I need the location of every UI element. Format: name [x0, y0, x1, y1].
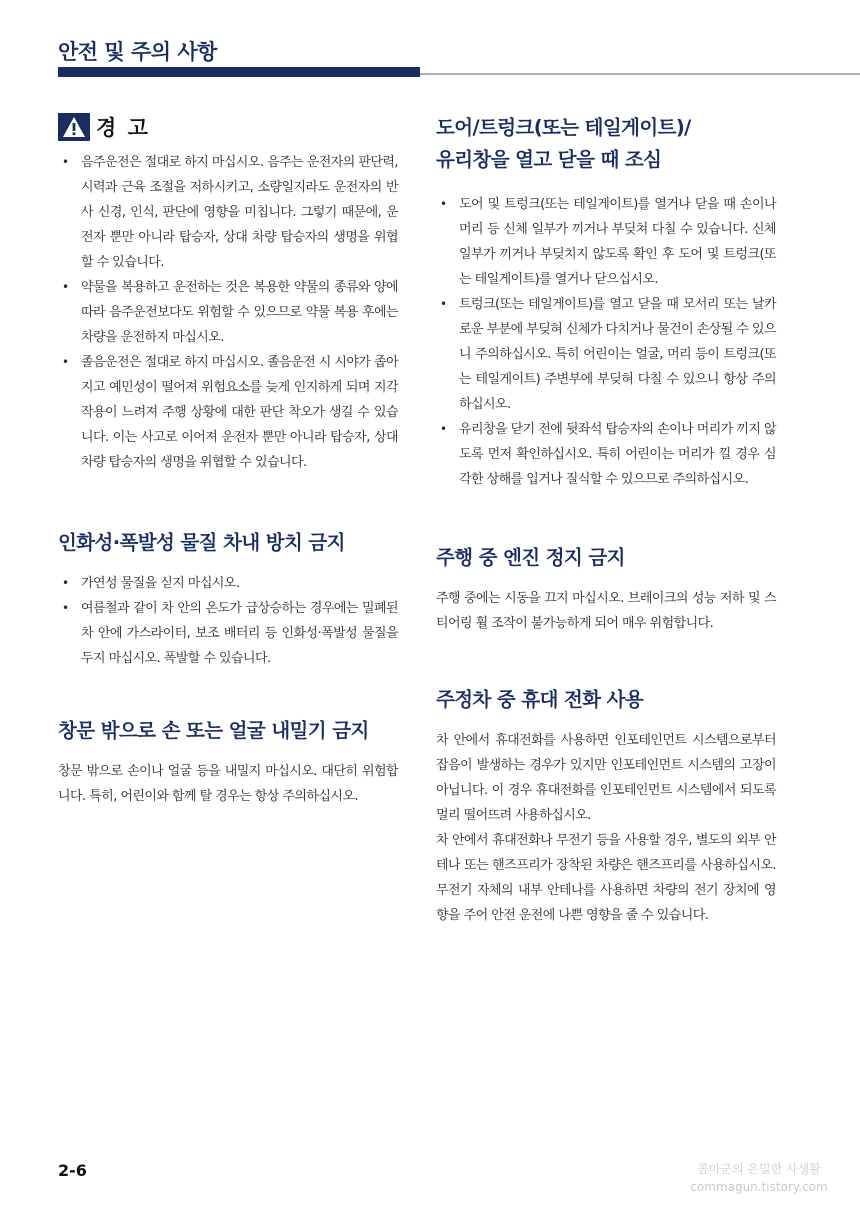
watermark [664, 1160, 854, 1196]
section-title-door [436, 112, 776, 176]
list-item: • 졸음운전은 절대로 하지 마십시오. 졸음운전 시 시야가 좁아지고 예민성이 떨어져 위험요소를 늦게 인지하게 되며 지각 작용이 느려져 주행 상황에 대한 판단 착오가 생길 수 있습니다. 이는 사고로 이어져 운전자 뿐만 아니라 탑승자, 상대 차량 탑승자의 생명을 위협할 수 있습니다. [58, 350, 398, 475]
watermark-line2: commagun.tistory.com [690, 1180, 828, 1194]
header-rule-thick [58, 67, 420, 77]
flammable-list [58, 571, 398, 671]
section-title-flammable: 인화성·폭발성 물질 차내 방치 금지 [58, 531, 345, 554]
list-item: • 음주운전은 절대로 하지 마십시오. 음주는 운전자의 판단력, 시력과 근육 조절을 저하시키고, 소량일지라도 운전자의 반사 신경, 인식, 판단에 영향을 미칩니다. 그렇기 때문에, 운전자 뿐만 아니라 탑승자, 상대 차량 탑승자의 생명을 위협할 수 있습니다. [58, 150, 398, 275]
page-number: 2-6 [58, 1161, 87, 1180]
phone-paragraph-2: 차 안에서 휴대전화나 무전기 등을 사용할 경우, 별도의 외부 안테나 또는 핸즈프리가 장착된 차량은 핸즈프리를 사용하십시오. 무전기 자체의 내부 안테나를 사용하면 차량의 전기 장치에 영향을 주어 안전 운전에 나쁜 영향을 줄 수 있습니다. [436, 833, 776, 923]
warning-triangle-icon [58, 113, 90, 141]
section-title-engine: 주행 중 엔진 정지 금지 [436, 546, 625, 569]
list-item: • 트렁크(또는 테일게이트)를 열고 닫을 때 모서리 또는 날카로운 부분에 부딪혀 신체가 다치거나 물건이 손상될 수 있으니 주의하십시오. 특히 어린이는 얼굴, 머리 등이 트렁크(또는 테일게이트) 주변부에 부딪혀 다칠 수 있으니 항상 주의하십시오. [436, 292, 776, 417]
right-column [436, 112, 776, 928]
warning-label: 경 고 [96, 116, 150, 140]
engine-paragraph: 주행 중에는 시동을 끄지 마십시오. 브레이크의 성능 저하 및 스티어링 휠 조작이 불가능하게 되어 매우 위험합니다. [436, 591, 776, 631]
section-title-window: 창문 밖으로 손 또는 얼굴 내밀기 금지 [58, 719, 369, 742]
header-rule-thin [420, 73, 860, 75]
section-title-door-line1: 도어/트렁크(또는 테일게이트)/ [436, 116, 691, 139]
phone-paragraph-1: 차 안에서 휴대전화를 사용하면 인포테인먼트 시스템으로부터 잡음이 발생하는 경우가 있지만 인포테인먼트 시스템의 고장이 아닙니다. 이 경우 휴대전화를 인포테인먼트 시스템에서 되도록 멀리 떨어뜨려 사용하십시오. [436, 733, 776, 823]
list-item: • 여름철과 같이 차 안의 온도가 급상승하는 경우에는 밀폐된 차 안에 가스라이터, 보조 배터리 등 인화성·폭발성 물질을 두지 마십시오. 폭발할 수 있습니다. [58, 596, 398, 671]
list-item: • 유리창을 닫기 전에 뒷좌석 탑승자의 손이나 머리가 끼지 않도록 먼저 확인하십시오. 특히 어린이는 머리가 낄 경우 심각한 상해를 입거나 질식할 수 있으므로 주의하십시오. [436, 417, 776, 492]
door-list [436, 192, 776, 492]
watermark-line1: 콤마군의 은밀한 사생활 [697, 1162, 821, 1176]
list-item: • 도어 및 트렁크(또는 테일게이트)를 열거나 닫을 때 손이나 머리 등 신체 일부가 끼거나 부딪쳐 다칠 수 있습니다. 신체 일부가 끼거나 부딪치지 않도록 확인 후 도어 및 트렁크(또는 테일게이트)를 열거나 닫으십시오. [436, 192, 776, 292]
page-header-title: 안전 및 주의 사항 [58, 40, 217, 64]
warning-list [58, 150, 398, 475]
section-title-door-line2: 유리창을 열고 닫을 때 조심 [436, 148, 662, 171]
list-item: • 약물을 복용하고 운전하는 것은 복용한 약물의 종류와 양에 따라 음주운전보다도 위험할 수 있으므로 약물 복용 후에는 차량을 운전하지 마십시오. [58, 275, 398, 350]
window-paragraph: 창문 밖으로 손이나 얼굴 등을 내밀지 마십시오. 대단히 위험합니다. 특히, 어린이와 함께 탈 경우는 항상 주의하십시오. [58, 764, 398, 804]
left-column [58, 112, 398, 809]
section-title-phone: 주정차 중 휴대 전화 사용 [436, 688, 644, 711]
warning-heading [58, 112, 398, 142]
list-item: • 가연성 물질을 싣지 마십시오. [58, 571, 398, 596]
